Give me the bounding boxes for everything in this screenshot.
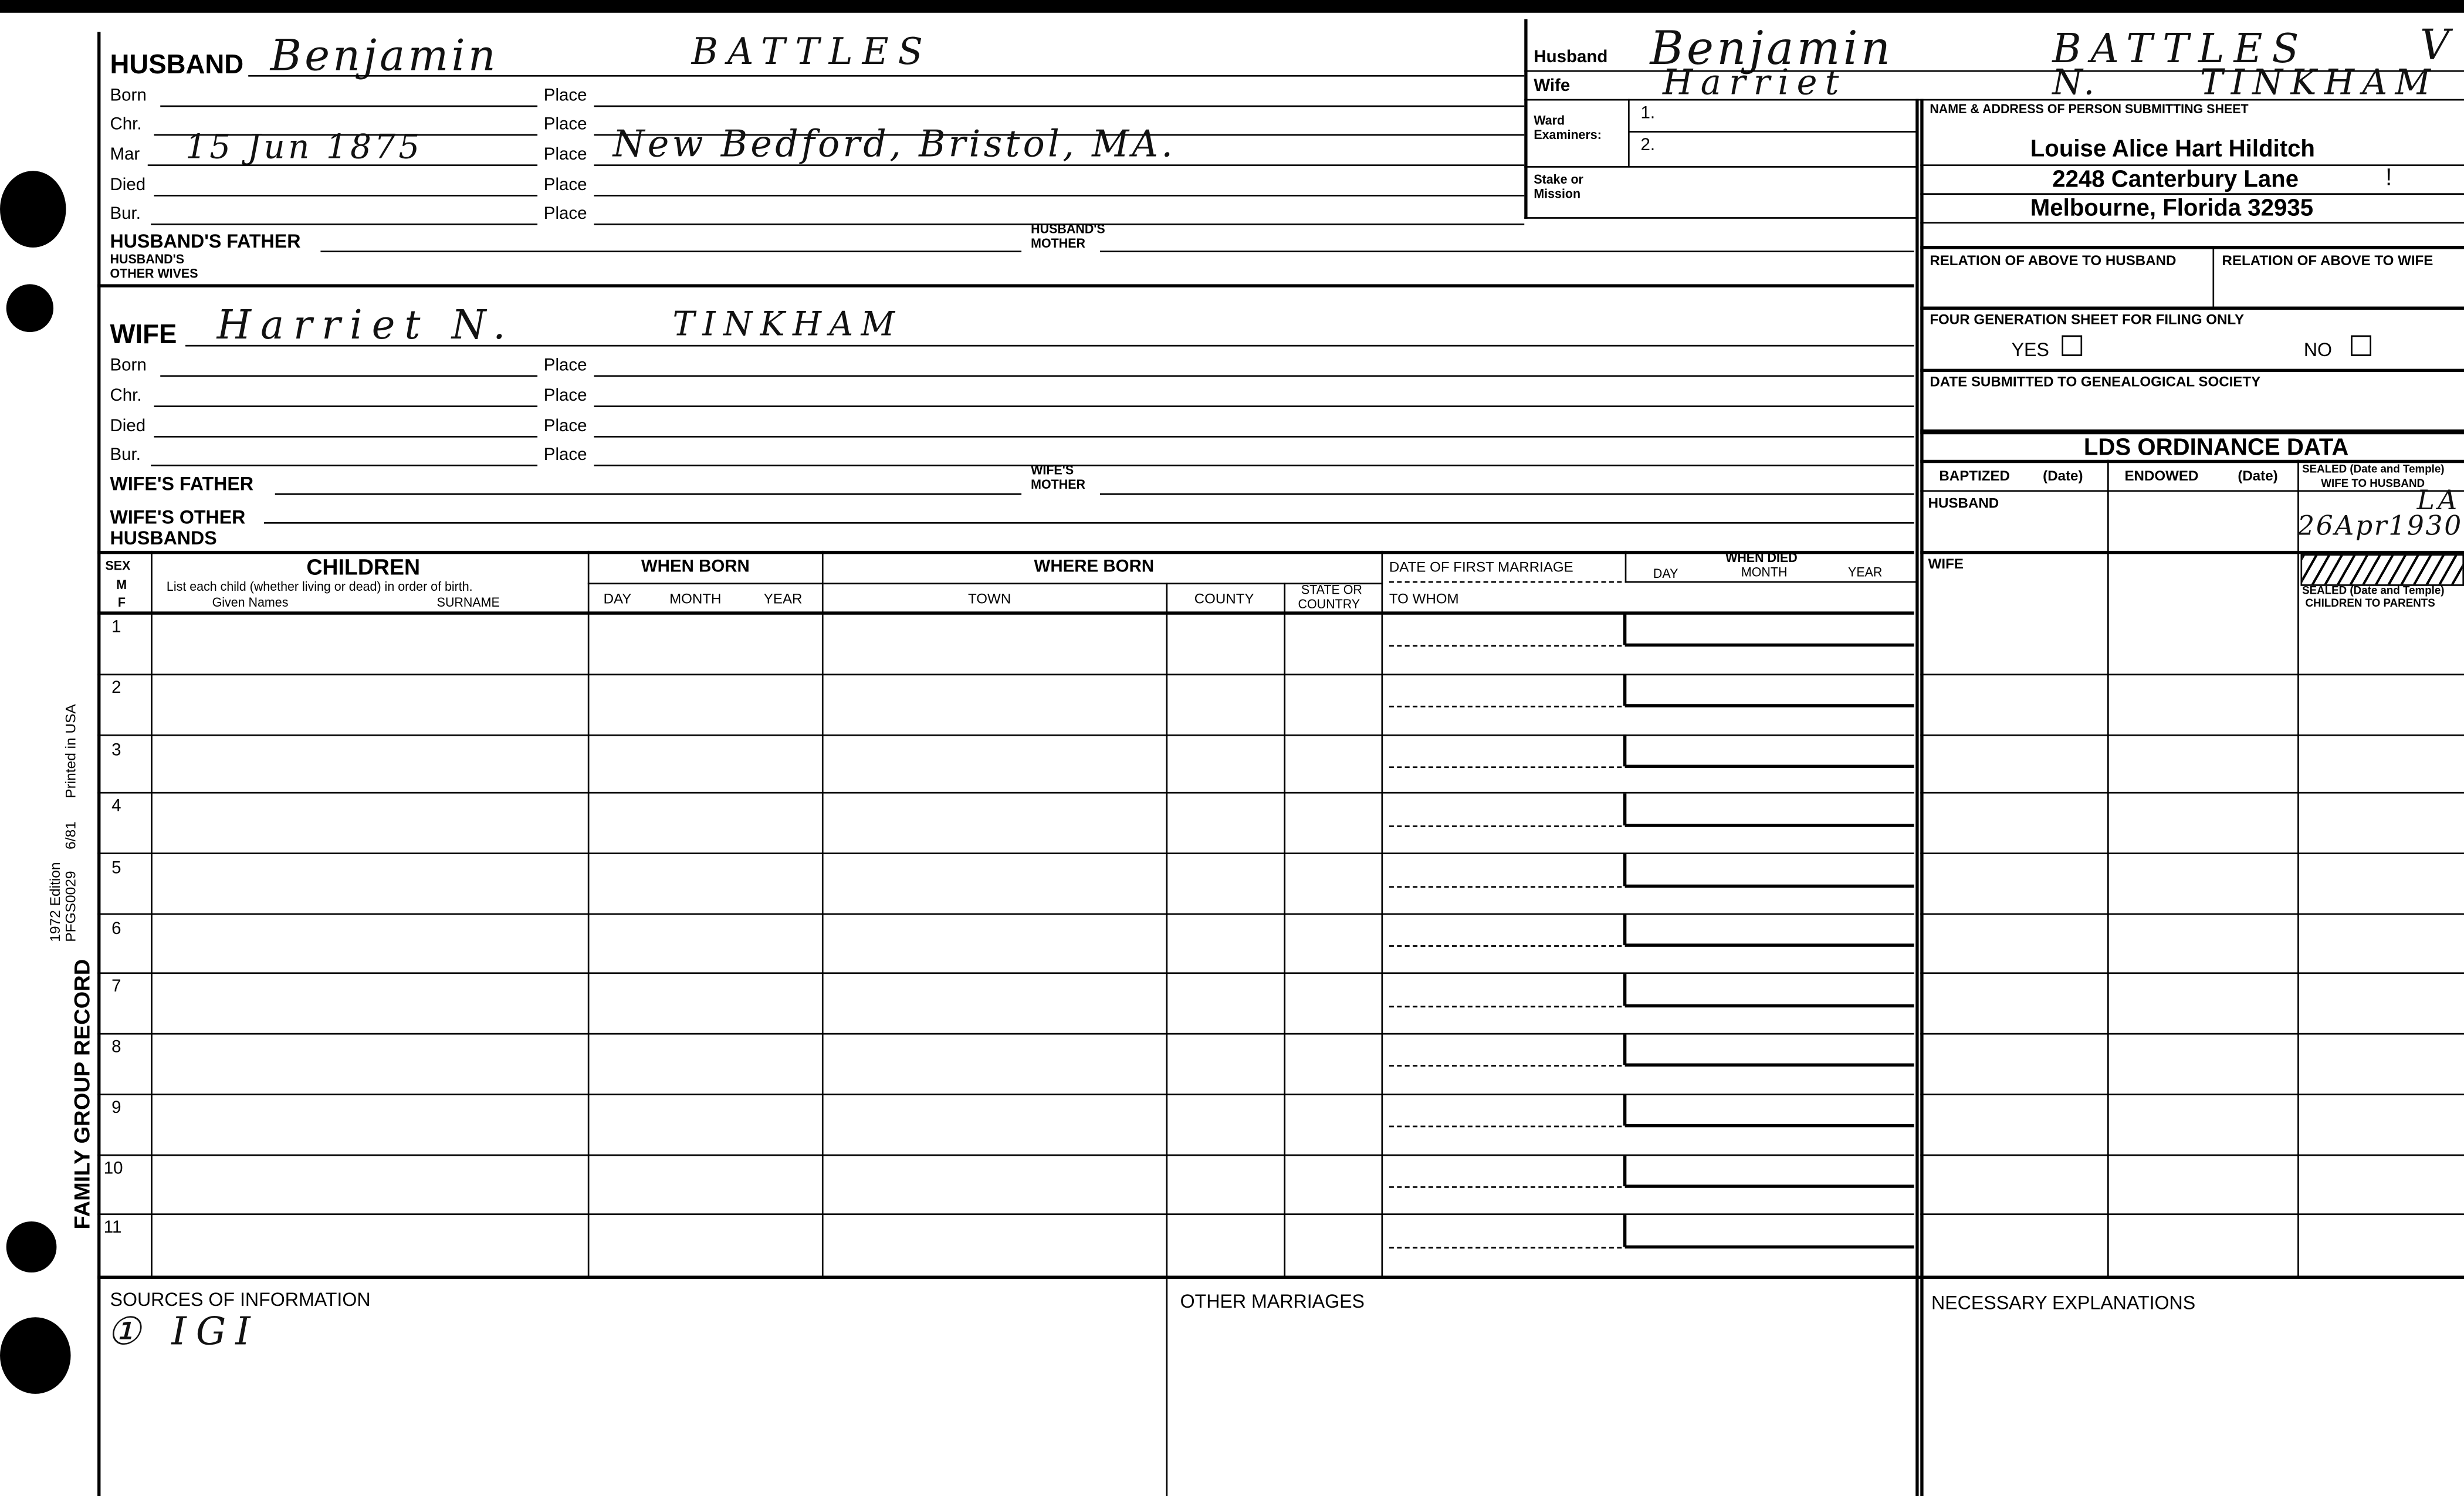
explanations-label: NECESSARY EXPLANATIONS — [1931, 1291, 2196, 1314]
lds-date-label-2: (Date) — [2238, 468, 2278, 484]
lds-wife-hatched-cell — [2300, 554, 2464, 585]
tr-stake-label-2: Mission — [1534, 187, 1581, 201]
given-names-label: Given Names — [212, 595, 289, 610]
state-label-2: COUNTRY — [1298, 597, 1360, 612]
row-marriage-dashed-line — [1389, 1006, 1622, 1008]
husband-label: HUSBAND — [110, 49, 244, 80]
row-died-bracket — [1623, 613, 1626, 645]
lds-header-rule — [1920, 460, 2464, 463]
row-died-line — [1625, 704, 1914, 707]
wife-died-date-line — [154, 436, 538, 438]
husband-bur-place-label: Place — [543, 204, 587, 224]
husband-given-name: Benjamin — [270, 32, 499, 82]
wife-died-label: Died — [110, 417, 146, 436]
row-separator — [97, 852, 1914, 854]
born-day-label: DAY — [603, 590, 632, 607]
row-died-line — [1625, 1184, 1914, 1187]
died-day-label: DAY — [1653, 567, 1678, 581]
top-right-divider — [1524, 19, 1527, 219]
where-born-header: WHERE BORN — [1034, 557, 1155, 577]
husband-died-date-line — [154, 195, 538, 197]
lds-sealed-temple: LA — [2416, 485, 2460, 517]
col-died-header-divider — [1625, 551, 1627, 583]
row-died-bracket — [1623, 1095, 1626, 1126]
husband-born-place-line — [594, 106, 1525, 107]
row-marriage-dashed-line — [1389, 886, 1622, 888]
tr-stake-label-1: Stake or — [1534, 172, 1583, 187]
when-died-sub-rule — [1625, 581, 1917, 583]
row-separator — [97, 913, 1914, 915]
tr-check-mark: V — [2420, 22, 2453, 70]
relation-wife-label: RELATION OF ABOVE TO WIFE — [2222, 252, 2433, 269]
relation-top-rule — [1920, 246, 2464, 249]
wife-chr-label: Chr. — [110, 386, 142, 406]
row-number: 9 — [111, 1098, 121, 1118]
sources-value: ① IGI — [107, 1309, 260, 1354]
row-separator — [97, 735, 1914, 736]
children-instruction: List each child (whether living or dead) in order of birth. — [166, 579, 473, 594]
lds-row-line — [1920, 1213, 2464, 1215]
row-died-bracket — [1623, 1215, 1626, 1247]
row-marriage-dashed-line — [1389, 766, 1622, 768]
lds-sealed-wh-label-1: SEALED (Date and Temple) — [2302, 464, 2445, 476]
wife-bur-date-line — [151, 465, 537, 466]
sex-f-label: F — [117, 595, 126, 610]
tr-husband-given: Benjamin — [1650, 21, 1894, 75]
sex-m-label: M — [116, 578, 127, 593]
died-year-label: YEAR — [1848, 565, 1883, 580]
row-number: 5 — [111, 859, 121, 878]
submitter-street-mark: ! — [2385, 164, 2392, 192]
lds-row-line — [1920, 1155, 2464, 1156]
lds-title: LDS ORDINANCE DATA — [2083, 434, 2349, 462]
four-gen-label: FOUR GENERATION SHEET FOR FILING ONLY — [1930, 311, 2245, 327]
wife-bur-place-line — [594, 465, 1914, 466]
four-gen-top-rule — [1920, 307, 2464, 310]
wife-born-date-line — [160, 375, 537, 377]
four-gen-no-checkbox[interactable] — [2351, 336, 2371, 356]
tr-stake-bottom-line — [1524, 217, 1917, 219]
four-gen-yes-checkbox[interactable] — [2062, 336, 2082, 356]
wife-father-label: WIFE'S FATHER — [110, 472, 254, 495]
wife-born-place-line — [594, 375, 1914, 377]
row-separator — [97, 1213, 1914, 1215]
tr-wife-given: Harriet — [1662, 63, 1847, 104]
lds-wife-label: WIFE — [1928, 556, 1964, 572]
husband-mother-label-1: HUSBAND'S — [1031, 222, 1105, 236]
lds-endowed-label: ENDOWED — [2124, 468, 2199, 484]
lds-sealed-wh-label-2: WIFE TO HUSBAND — [2321, 479, 2425, 490]
record-title: FAMILY GROUP RECORD — [69, 959, 94, 1230]
row-died-bracket — [1623, 915, 1626, 945]
col-county-divider — [1284, 583, 1285, 1277]
submitter-line-3 — [1920, 222, 2464, 224]
husband-born-label: Born — [110, 86, 147, 106]
wife-mother-label-2: MOTHER — [1031, 477, 1086, 492]
wife-chr-place-label: Place — [543, 386, 587, 406]
husband-mar-place-line — [594, 164, 1525, 166]
row-number: 7 — [111, 977, 121, 997]
bottom-divider-1 — [1166, 1277, 1168, 1496]
born-month-label: MONTH — [669, 590, 722, 607]
tr-ward-label-1: Ward — [1534, 113, 1565, 128]
lds-row-line — [1920, 1094, 2464, 1095]
lds-row-line — [1920, 1033, 2464, 1035]
wife-chr-place-line — [594, 405, 1914, 407]
row-number: 1 — [111, 618, 121, 637]
edition-label: 1972 Edition — [47, 862, 63, 942]
tr-husband-label: Husband — [1534, 48, 1608, 67]
husband-other-wives-label-1: HUSBAND'S — [110, 252, 185, 267]
relation-husband-label: RELATION OF ABOVE TO HUSBAND — [1930, 252, 2177, 269]
lds-sealed-date: 26Apr1930 — [2297, 510, 2463, 543]
tr-wife-label: Wife — [1534, 76, 1571, 96]
row-separator — [97, 673, 1914, 675]
row-number: 10 — [103, 1159, 123, 1179]
county-label: COUNTY — [1194, 590, 1254, 607]
first-marriage-dashed-rule — [1389, 581, 1622, 583]
row-marriage-dashed-line — [1389, 1126, 1622, 1128]
form-date: 6/81 — [63, 821, 79, 849]
wife-born-place-label: Place — [543, 356, 587, 375]
punch-hole — [0, 171, 66, 248]
row-marriage-dashed-line — [1389, 825, 1622, 827]
row-marriage-dashed-line — [1389, 706, 1622, 708]
wife-mother-label-1: WIFE'S — [1031, 463, 1074, 478]
husband-marriage-place: New Bedford, Bristol, MA. — [612, 124, 1176, 167]
husband-mar-place-label: Place — [543, 145, 587, 165]
husband-died-place-label: Place — [543, 175, 587, 195]
husband-chr-label: Chr. — [110, 114, 142, 134]
row-marriage-dashed-line — [1389, 1065, 1622, 1067]
row-died-line — [1625, 824, 1914, 827]
lds-husband-top-rule — [1920, 490, 2464, 492]
husband-born-date-line — [160, 106, 537, 107]
lds-date-label-1: (Date) — [2043, 468, 2083, 484]
row-died-bracket — [1623, 673, 1626, 705]
wife-born-label: Born — [110, 356, 147, 375]
wife-given-name: Harriet N. — [216, 302, 515, 348]
row-number: 6 — [111, 919, 121, 939]
first-marriage-label: DATE OF FIRST MARRIAGE — [1389, 559, 1573, 575]
tr-examiner-2: 2. — [1640, 136, 1656, 155]
husband-surname: BATTLES — [691, 32, 932, 74]
husband-died-label: Died — [110, 175, 146, 195]
form-number: PFGS0029 — [63, 871, 79, 942]
row-separator — [97, 792, 1914, 794]
punch-hole — [6, 1221, 57, 1272]
other-marriages-label: OTHER MARRIAGES — [1180, 1289, 1365, 1313]
husband-other-wives-label-2: OTHER WIVES — [110, 266, 198, 281]
husband-name-line — [248, 75, 1524, 77]
husband-mar-label: Mar — [110, 145, 140, 165]
row-died-line — [1625, 644, 1914, 647]
row-died-bracket — [1623, 974, 1626, 1006]
wife-label: WIFE — [110, 319, 177, 350]
lds-husband-label: HUSBAND — [1928, 495, 1999, 511]
when-born-header: WHEN BORN — [641, 557, 750, 577]
husband-mother-line — [1100, 251, 1914, 252]
husband-chr-place-label: Place — [543, 114, 587, 134]
sources-label: SOURCES OF INFORMATION — [110, 1288, 371, 1311]
row-separator — [97, 1094, 1914, 1095]
printed-label: Printed in USA — [63, 704, 79, 798]
died-month-label: MONTH — [1741, 565, 1788, 580]
row-separator — [97, 972, 1914, 974]
row-marriage-dashed-line — [1389, 1186, 1622, 1188]
four-gen-no-label: NO — [2303, 338, 2333, 361]
row-died-bracket — [1623, 1156, 1626, 1186]
row-number: 4 — [111, 797, 121, 816]
row-marriage-dashed-line — [1389, 945, 1622, 947]
husband-mother-label-2: MOTHER — [1031, 236, 1086, 251]
lds-baptized-label: BAPTIZED — [1939, 468, 2010, 484]
lds-row-line — [1920, 735, 2464, 736]
wife-chr-date-line — [154, 405, 538, 407]
husband-father-line — [320, 251, 1021, 252]
punch-hole — [6, 284, 53, 332]
husband-marriage-date: 15 Jun 1875 — [185, 127, 423, 167]
row-died-line — [1625, 1124, 1914, 1127]
wife-bur-place-label: Place — [543, 445, 587, 465]
wife-other-husbands-label-2: HUSBANDS — [110, 527, 217, 550]
tr-examiner-line — [1628, 131, 1917, 133]
punch-hole — [0, 1317, 71, 1394]
submitter-name: Louise Alice Hart Hilditch — [2030, 136, 2315, 163]
row-died-bracket — [1623, 1035, 1626, 1065]
right-column-divider-1 — [1915, 99, 1918, 1496]
wife-surname: TINKHAM — [672, 304, 903, 344]
wife-died-place-label: Place — [543, 417, 587, 436]
lds-row-line — [1920, 792, 2464, 794]
children-header: CHILDREN — [306, 554, 421, 580]
husband-bur-date-line — [151, 224, 537, 225]
when-born-sub-rule — [588, 583, 824, 584]
row-died-line — [1625, 1245, 1914, 1248]
four-gen-yes-label: YES — [2011, 338, 2049, 361]
submitter-street: 2248 Canterbury Lane — [2052, 166, 2299, 194]
husband-father-label: HUSBAND'S FATHER — [110, 229, 301, 252]
lds-row-line — [1920, 972, 2464, 974]
children-header-bottom-rule — [97, 611, 1914, 614]
wife-bur-label: Bur. — [110, 445, 141, 465]
tr-ward-bottom-line — [1524, 166, 1917, 168]
born-year-label: YEAR — [763, 590, 803, 607]
town-label: TOWN — [968, 590, 1011, 607]
row-died-bracket — [1623, 854, 1626, 886]
row-marriage-dashed-line — [1389, 1247, 1622, 1248]
wife-died-place-line — [594, 436, 1914, 438]
husband-died-place-line — [594, 195, 1525, 197]
tr-examiner-1: 1. — [1640, 103, 1656, 123]
row-number: 3 — [111, 740, 121, 760]
wife-name-line — [185, 345, 1914, 347]
lds-sealed-cp-label-1: SEALED (Date and Temple) — [2302, 585, 2445, 597]
husband-born-place-label: Place — [543, 86, 587, 106]
row-died-line — [1625, 1064, 1914, 1067]
date-submitted-top-rule — [1920, 369, 2464, 372]
row-number: 2 — [111, 678, 121, 698]
sex-label: SEX — [105, 559, 131, 574]
col-town-divider — [1166, 583, 1168, 1277]
wife-mother-line — [1100, 493, 1914, 495]
tr-wife-line — [1524, 99, 2464, 101]
row-marriage-dashed-line — [1389, 645, 1622, 647]
husband-section-bottom-rule — [97, 284, 1914, 287]
row-number: 11 — [103, 1218, 122, 1238]
lds-row-line — [1920, 913, 2464, 915]
row-number: 8 — [111, 1037, 121, 1057]
row-died-line — [1625, 1004, 1914, 1007]
lds-row-line — [1920, 673, 2464, 675]
submitter-city: Melbourne, Florida 32935 — [2030, 195, 2314, 222]
bottom-section-top-rule — [97, 1275, 2464, 1278]
row-died-bracket — [1623, 735, 1626, 766]
when-died-label: WHEN DIED — [1725, 550, 1798, 566]
surname-label: SURNAME — [436, 595, 500, 610]
row-died-line — [1625, 943, 1914, 946]
row-died-line — [1625, 885, 1914, 888]
date-submitted-label: DATE SUBMITTED TO GENEALOGICAL SOCIETY — [1930, 373, 2261, 390]
state-label-1: STATE OR — [1301, 583, 1362, 597]
tr-wife-middle: N. — [2052, 63, 2098, 104]
wife-other-husbands-label-1: WIFE'S OTHER — [110, 506, 246, 529]
tr-wife-surname: TINKHAM — [2200, 63, 2439, 104]
lds-sealed-cp-label-2: CHILDREN TO PARENTS — [2305, 598, 2435, 610]
lds-top-rule — [1920, 429, 2464, 434]
wife-other-husbands-line — [264, 522, 1914, 524]
row-separator — [97, 1033, 1914, 1035]
where-born-sub-rule — [824, 583, 1383, 584]
relation-divider — [2212, 246, 2214, 306]
row-separator — [97, 1155, 1914, 1156]
to-whom-label: TO WHOM — [1389, 590, 1459, 607]
tr-husband-surname: BATTLES — [2052, 25, 2309, 72]
tr-ward-label-2: Examiners: — [1534, 127, 1602, 143]
lds-row-line — [1920, 852, 2464, 854]
husband-bur-label: Bur. — [110, 204, 141, 224]
top-border — [0, 0, 2464, 13]
row-died-line — [1625, 765, 1914, 768]
row-died-bracket — [1623, 794, 1626, 825]
husband-mar-date-line — [148, 164, 537, 166]
wife-father-line — [275, 493, 1021, 495]
submitter-label: NAME & ADDRESS OF PERSON SUBMITTING SHEET — [1930, 102, 2249, 117]
